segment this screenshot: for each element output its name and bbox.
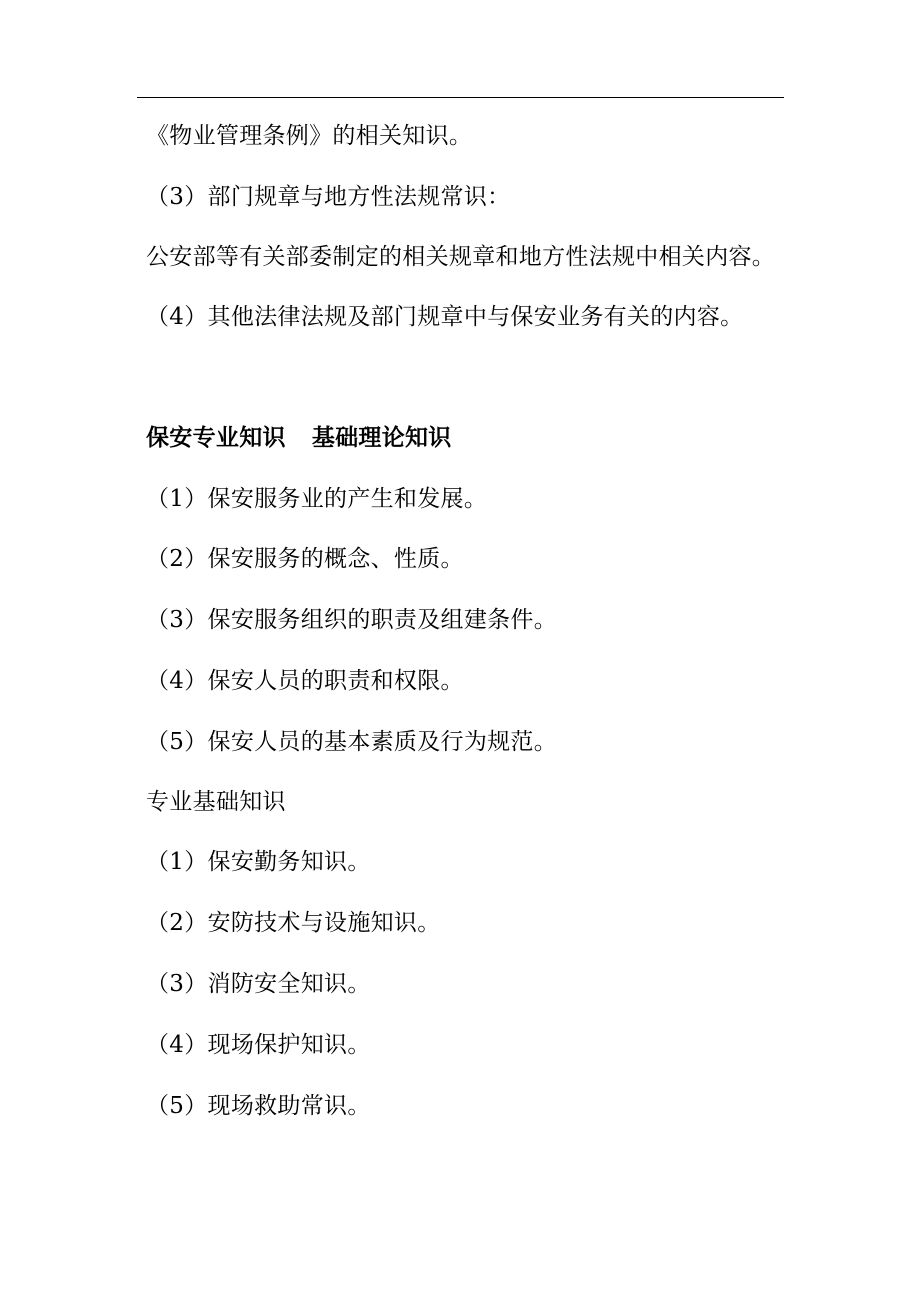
list-item: （1）保安服务业的产生和发展。 xyxy=(146,486,488,512)
paragraph-line: （4）其他法律法规及部门规章中与保安业务有关的内容。 xyxy=(146,304,744,330)
paragraph-line: 《物业管理条例》的相关知识。 xyxy=(146,123,473,149)
section-heading-part2: 基础理论知识 xyxy=(311,424,452,451)
header-rule xyxy=(137,97,784,98)
list-item: （4）现场保护知识。 xyxy=(146,1032,371,1058)
section-heading xyxy=(146,423,452,453)
list-item: （2）保安服务的概念、性质。 xyxy=(146,546,464,572)
list-item: （4）保安人员的职责和权限。 xyxy=(146,668,464,694)
subheading: 专业基础知识 xyxy=(146,789,286,815)
paragraph-line: （3）部门规章与地方性法规常识： xyxy=(146,184,511,210)
paragraph-line: 公安部等有关部委制定的相关规章和地方性法规中相关内容。 xyxy=(146,244,776,270)
list-item: （5）现场救助常识。 xyxy=(146,1093,371,1119)
list-item: （3）消防安全知识。 xyxy=(146,971,371,997)
list-item: （2）安防技术与设施知识。 xyxy=(146,910,441,936)
section-heading-part1: 保安专业知识 xyxy=(146,424,286,451)
list-item: （1）保安勤务知识。 xyxy=(146,849,371,875)
list-item: （5）保安人员的基本素质及行为规范。 xyxy=(146,729,558,755)
list-item: （3）保安服务组织的职责及组建条件。 xyxy=(146,607,558,633)
